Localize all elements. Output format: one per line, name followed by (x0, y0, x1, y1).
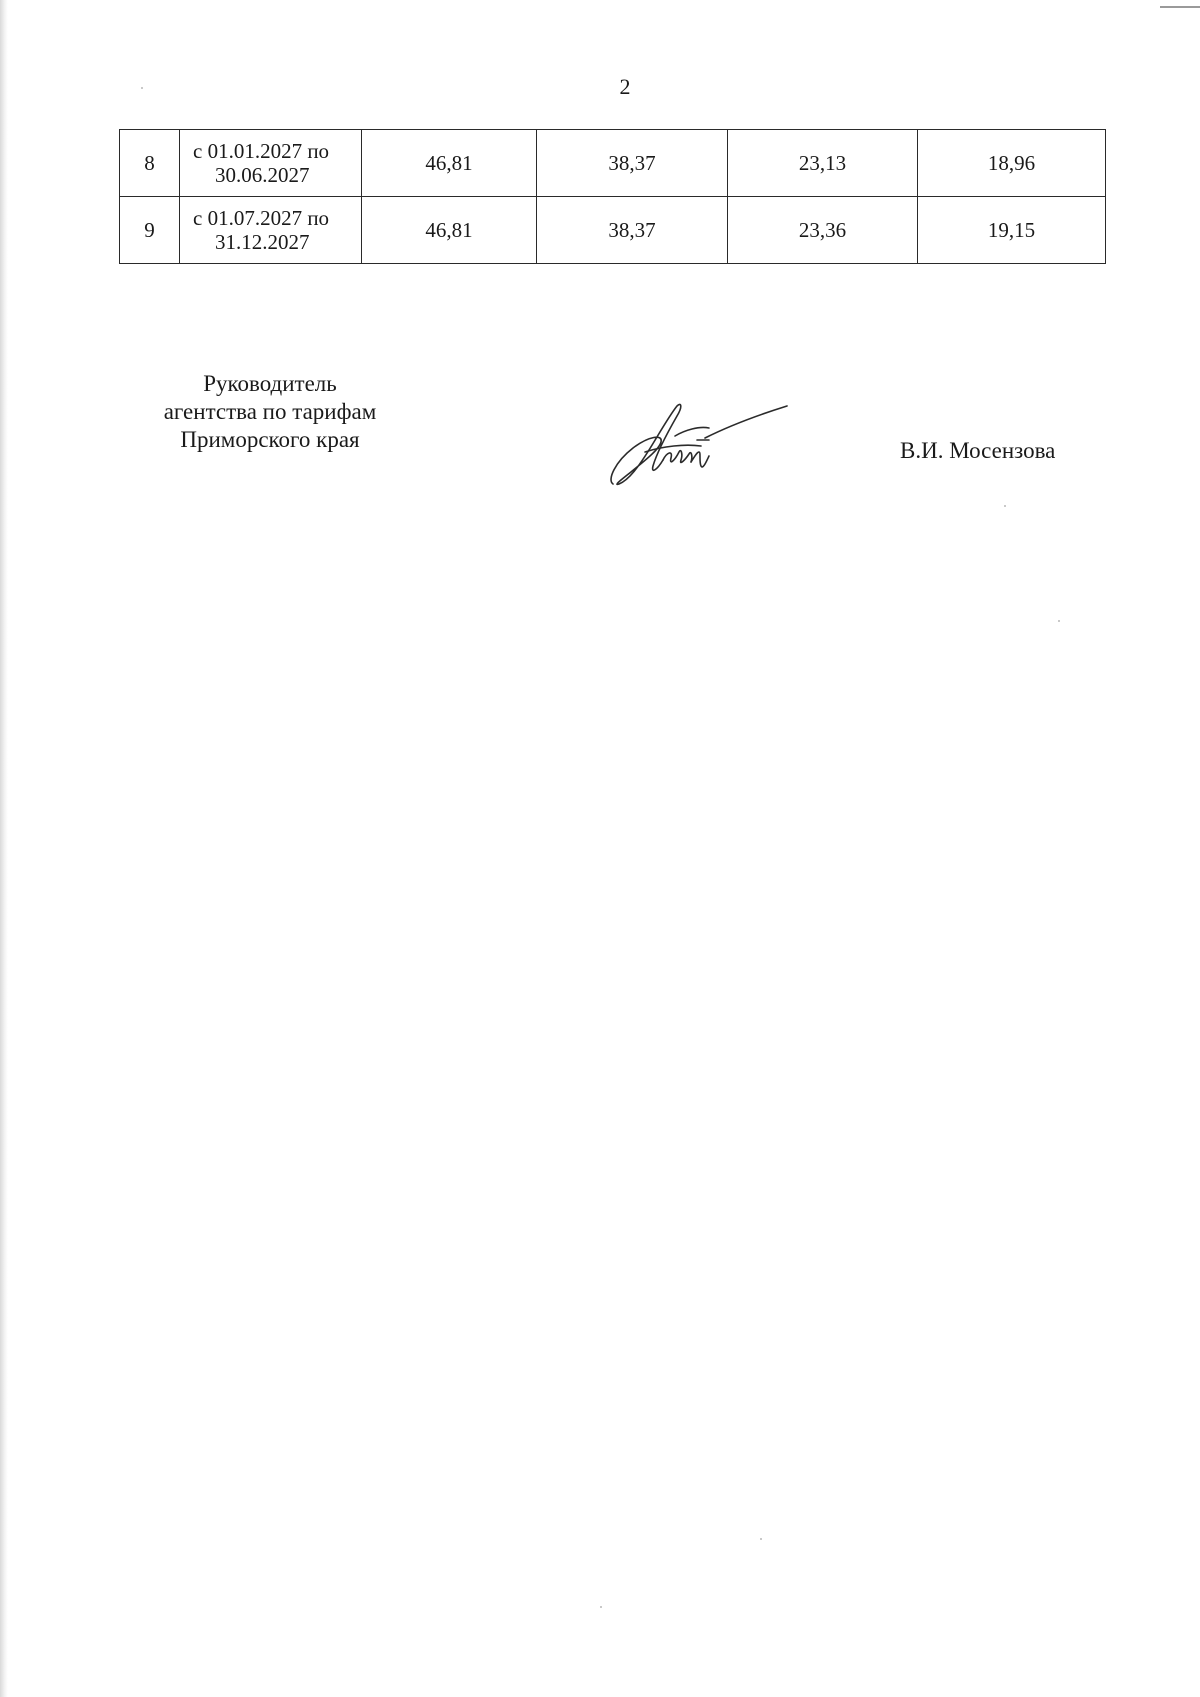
signatory-position (130, 370, 410, 454)
value-cell: 19,15 (918, 197, 1106, 264)
value-cell: 38,37 (537, 130, 728, 197)
period-end: 30.06.2027 (215, 163, 310, 187)
row-index: 8 (120, 130, 180, 197)
page-number: 2 (619, 74, 631, 99)
value-cell: 23,36 (728, 197, 918, 264)
period-start: с 01.01.2027 по (193, 139, 330, 163)
period-end: 31.12.2027 (215, 230, 310, 254)
scan-speck (141, 87, 143, 89)
value-cell: 23,13 (728, 130, 918, 197)
scan-speck (1004, 505, 1006, 507)
scan-edge (0, 0, 8, 1697)
scan-speck (600, 1606, 602, 1608)
handwritten-signature (605, 400, 790, 490)
position-line: Руководитель (203, 371, 337, 396)
value-cell: 38,37 (537, 197, 728, 264)
row-index: 9 (120, 197, 180, 264)
scan-speck (1058, 620, 1060, 622)
scan-mark (1160, 6, 1200, 8)
signatory-name: В.И. Мосензова (900, 438, 1056, 463)
value-cell: 18,96 (918, 130, 1106, 197)
table-row (120, 130, 1106, 197)
value-cell: 46,81 (362, 197, 537, 264)
period-start: с 01.07.2027 по (193, 206, 330, 230)
value-cell: 46,81 (362, 130, 537, 197)
period-cell (180, 130, 362, 197)
table-row (120, 197, 1106, 264)
period-cell (180, 197, 362, 264)
position-line: Приморского края (180, 427, 360, 452)
position-line: агентства по тарифам (163, 399, 377, 424)
scan-speck (760, 1538, 762, 1540)
tariff-table (119, 129, 1106, 264)
